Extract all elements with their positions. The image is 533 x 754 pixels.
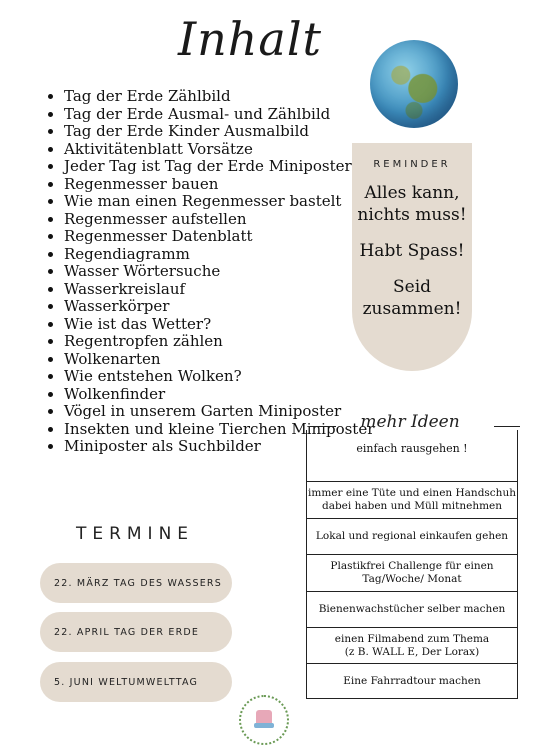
- reminder-line: zusammen!: [362, 299, 462, 319]
- contents-item: • Miniposter als Suchbilder: [64, 438, 364, 456]
- reminder-text: [352, 276, 472, 320]
- date-pill: 5. JUNI WELTUMWELTTAG: [40, 662, 232, 702]
- idea-item: [306, 591, 518, 627]
- earth-globe-icon: [370, 40, 458, 128]
- contents-item: • Regenmesser Datenblatt: [64, 228, 364, 246]
- ideas-heading: mehr Ideen: [340, 412, 480, 432]
- contents-item: • Tag der Erde Kinder Ausmalbild: [64, 123, 364, 141]
- reminder-text: [352, 182, 472, 226]
- idea-line: Bienenwachstücher selber machen: [318, 603, 506, 615]
- contents-item: • Tag der Erde Ausmal- und Zählbild: [64, 106, 364, 124]
- contents-item: • Wolkenarten: [64, 351, 364, 369]
- contents-item: • Regentropfen zählen: [64, 333, 364, 351]
- contents-item: • Insekten und kleine Tierchen Miniposter: [64, 421, 364, 439]
- contents-item: • Aktivitätenblatt Vorsätze: [64, 141, 364, 159]
- contents-item: • Regenmesser aufstellen: [64, 211, 364, 229]
- reminder-card: [352, 143, 472, 371]
- idea-item: [306, 518, 518, 554]
- contents-item: • Wasserkreislauf: [64, 281, 364, 299]
- contents-item: • Wasserkörper: [64, 298, 364, 316]
- contents-item: • Wasser Wörtersuche: [64, 263, 364, 281]
- idea-item: [306, 481, 518, 518]
- idea-line: Eine Fahrradtour machen: [343, 674, 481, 687]
- contents-item: • Tag der Erde Zählbild: [64, 88, 364, 106]
- contents-item: • Wolkenfinder: [64, 386, 364, 404]
- cake-base-shape: [254, 723, 274, 728]
- contents-item: • Vögel in unserem Garten Miniposter: [64, 403, 364, 421]
- idea-item: [306, 663, 518, 699]
- idea-line: Tag/Woche/ Monat: [362, 573, 462, 585]
- cake-logo-icon: [239, 695, 289, 745]
- contents-item: • Regendiagramm: [64, 246, 364, 264]
- idea-line: dabei haben und Müll mitnehmen: [321, 500, 503, 512]
- reminder-line: nichts muss!: [357, 205, 467, 225]
- idea-line: einen Filmabend zum Thema: [334, 632, 490, 645]
- termine-title: TERMINE: [75, 524, 195, 544]
- cake-shape: [256, 710, 272, 724]
- idea-line: Plastikfrei Challenge für einen: [330, 560, 494, 572]
- contents-item: • Wie ist das Wetter?: [64, 316, 364, 334]
- idea-item: [306, 627, 518, 663]
- reminder-line: Seid: [392, 277, 432, 297]
- reminder-label: REMINDER: [373, 159, 451, 170]
- contents-item: • Jeder Tag ist Tag der Erde Miniposter: [64, 158, 364, 176]
- page-title: Inhalt: [177, 12, 323, 66]
- idea-line: immer eine Tüte und einen Handschuh: [308, 487, 516, 499]
- contents-list: [48, 87, 375, 456]
- idea-item: [306, 554, 518, 591]
- ideas-subheading: einfach rausgehen !: [356, 442, 468, 455]
- reminder-text: Habt Spass!: [359, 241, 465, 261]
- contents-item: • Regenmesser bauen: [64, 176, 364, 194]
- idea-line: Lokal und regional einkaufen gehen: [315, 530, 509, 542]
- date-pill: 22. APRIL TAG DER ERDE: [40, 612, 232, 652]
- contents-item: • Wie entstehen Wolken?: [64, 368, 364, 386]
- reminder-line: Alles kann,: [364, 183, 460, 203]
- date-pill: 22. MÄRZ TAG DES WASSERS: [40, 563, 232, 603]
- idea-line: (z B. WALL E, Der Lorax): [344, 645, 480, 658]
- contents-item: • Wie man einen Regenmesser bastelt: [64, 193, 364, 211]
